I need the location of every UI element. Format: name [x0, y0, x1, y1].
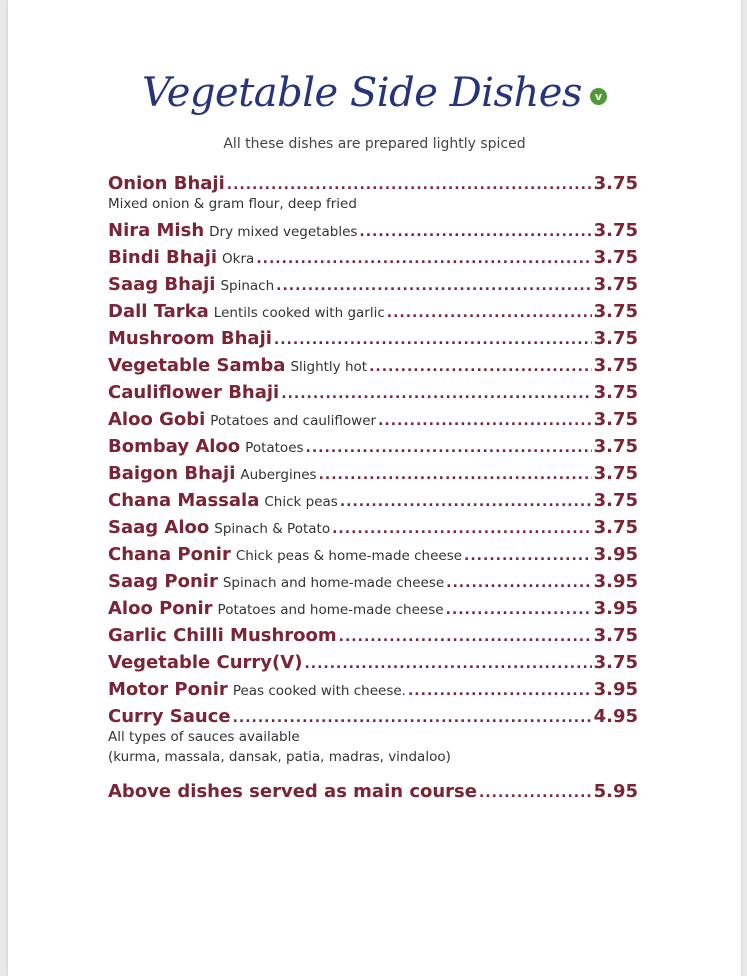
dish-name: Dall Tarka [108, 301, 209, 322]
menu-item-line [108, 436, 638, 457]
menu-item [108, 409, 638, 430]
menu-item-line [108, 220, 638, 241]
dish-name: Saag Ponir [108, 571, 218, 592]
dish-price: 3.75 [593, 625, 638, 646]
dot-leader [233, 710, 592, 726]
menu-item [108, 625, 638, 646]
menu-list [108, 173, 638, 802]
menu-item-line [108, 781, 638, 802]
dot-leader [276, 278, 591, 294]
dish-price: 5.95 [593, 781, 638, 802]
dish-name: Above dishes served as main course [108, 781, 477, 802]
dot-leader [369, 359, 592, 375]
dish-name: Chana Massala [108, 490, 260, 511]
dish-price: 3.75 [593, 220, 638, 241]
dish-name: Saag Aloo [108, 517, 210, 538]
dish-name: Chana Ponir [108, 544, 231, 565]
dish-description: Spinach & Potato [214, 521, 331, 537]
dish-note: (kurma, massala, dansak, patia, madras, vindaloo) [108, 749, 451, 765]
dish-price: 3.75 [593, 301, 638, 322]
menu-item [108, 328, 638, 349]
dish-price: 3.75 [593, 247, 638, 268]
menu-item-line [108, 544, 638, 565]
title-row [8, 70, 741, 116]
dish-name: Cauliflower Bhaji [108, 382, 280, 403]
vegetarian-icon: v [590, 88, 607, 105]
menu-item-line [108, 328, 638, 349]
dish-name: Aloo Ponir [108, 598, 213, 619]
page-subtitle: All these dishes are prepared lightly spiced [223, 136, 526, 152]
dot-leader [339, 629, 592, 645]
dish-price: 3.75 [593, 463, 638, 484]
dot-leader [378, 413, 592, 429]
menu-item [108, 274, 638, 295]
dot-leader [304, 656, 591, 672]
menu-item [108, 517, 638, 538]
dish-description: Slightly hot [290, 359, 368, 375]
menu-item [108, 355, 638, 376]
menu-item-line [108, 652, 638, 673]
menu-item [108, 598, 638, 619]
dish-description: Spinach [220, 278, 275, 294]
dot-leader [281, 386, 591, 402]
menu-item-line [108, 463, 638, 484]
dish-note: All types of sauces available [108, 729, 300, 745]
dish-description: Chick peas [264, 494, 338, 510]
menu-item [108, 652, 638, 673]
menu-item-line [108, 301, 638, 322]
menu-item [108, 247, 638, 268]
dish-name: Motor Ponir [108, 679, 228, 700]
dish-price: 3.95 [593, 679, 638, 700]
dot-leader [479, 785, 592, 801]
dot-leader [408, 683, 592, 699]
menu-item [108, 463, 638, 484]
dot-leader [306, 440, 592, 456]
dish-price: 3.75 [593, 274, 638, 295]
dot-leader [446, 575, 591, 591]
dish-price: 3.75 [593, 652, 638, 673]
menu-item [108, 679, 638, 700]
dish-price: 3.75 [593, 436, 638, 457]
menu-item [108, 436, 638, 457]
menu-item-line [108, 274, 638, 295]
menu-item-line [108, 706, 638, 727]
dish-description: Aubergines [240, 467, 317, 483]
menu-item-line [108, 517, 638, 538]
menu-item [108, 544, 638, 565]
dish-price: 3.75 [593, 490, 638, 511]
menu-item-line [108, 679, 638, 700]
dish-price: 3.75 [593, 173, 638, 194]
menu-item-line [108, 625, 638, 646]
dish-note: Mixed onion & gram flour, deep fried [108, 196, 357, 212]
dish-description: Potatoes [245, 440, 304, 456]
dish-name: Aloo Gobi [108, 409, 206, 430]
dot-leader [464, 548, 592, 564]
dish-name: Vegetable Curry(V) [108, 652, 303, 673]
dot-leader [359, 224, 591, 240]
dot-leader [446, 602, 592, 618]
menu-item-line [108, 490, 638, 511]
dish-name: Saag Bhaji [108, 274, 216, 295]
dish-price: 3.95 [593, 598, 638, 619]
dish-name: Curry Sauce [108, 706, 231, 727]
dish-name: Garlic Chilli Mushroom [108, 625, 337, 646]
dot-leader [227, 177, 592, 193]
menu-item [108, 301, 638, 322]
dot-leader [387, 305, 592, 321]
menu-item-line [108, 247, 638, 268]
dish-name: Onion Bhaji [108, 173, 225, 194]
menu-item-line [108, 598, 638, 619]
dish-price: 4.95 [593, 706, 638, 727]
menu-item [108, 220, 638, 241]
dish-name: Vegetable Samba [108, 355, 286, 376]
menu-item [108, 173, 638, 214]
dish-name: Bindi Bhaji [108, 247, 218, 268]
dish-name: Nira Mish [108, 220, 205, 241]
dish-description: Peas cooked with cheese. [232, 683, 406, 699]
dish-description: Potatoes and cauliflower [210, 413, 377, 429]
dish-name: Mushroom Bhaji [108, 328, 272, 349]
menu-item-line [108, 571, 638, 592]
dish-price: 3.95 [593, 544, 638, 565]
dish-price: 3.75 [593, 409, 638, 430]
menu-item-line [108, 173, 638, 194]
dot-leader [319, 467, 592, 483]
menu-item [108, 490, 638, 511]
menu-item [108, 571, 638, 592]
dot-leader [274, 332, 592, 348]
dot-leader [256, 251, 591, 267]
menu-item-line [108, 355, 638, 376]
dish-price: 3.75 [593, 355, 638, 376]
dot-leader [340, 494, 592, 510]
dish-description: Lentils cooked with garlic [213, 305, 385, 321]
dish-price: 3.75 [593, 382, 638, 403]
menu-item [108, 382, 638, 403]
dish-price: 3.95 [593, 571, 638, 592]
dish-price: 3.75 [593, 328, 638, 349]
dish-description: Spinach and home-made cheese [222, 575, 445, 591]
dish-description: Dry mixed vegetables [209, 224, 358, 240]
dish-price: 3.75 [593, 517, 638, 538]
dot-leader [332, 521, 591, 537]
menu-item-line [108, 409, 638, 430]
dish-description: Chick peas & home-made cheese [235, 548, 463, 564]
dish-description: Potatoes and home-made cheese [217, 602, 444, 618]
dish-name: Baigon Bhaji [108, 463, 236, 484]
menu-item-line [108, 382, 638, 403]
menu-page [8, 0, 741, 976]
dish-name: Bombay Aloo [108, 436, 241, 457]
menu-item [108, 706, 638, 767]
page-title: Vegetable Side Dishes [142, 70, 582, 116]
dish-description: Okra [222, 251, 255, 267]
menu-item [108, 781, 638, 802]
